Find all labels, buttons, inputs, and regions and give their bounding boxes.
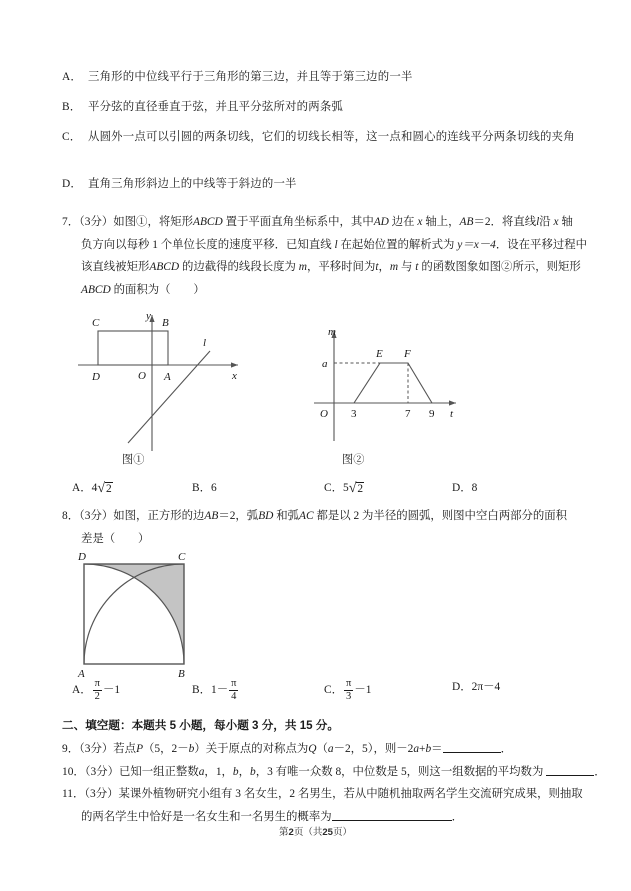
q8-l2: 差是（ ） bbox=[81, 532, 150, 545]
question-7-score: （3分） bbox=[79, 216, 114, 228]
q8-option-b-num: π bbox=[231, 678, 237, 689]
figure-8-label-D: D bbox=[78, 552, 86, 563]
q8-option-c[interactable] bbox=[324, 678, 371, 703]
q10-end: ． bbox=[594, 765, 606, 778]
q9-end: ． bbox=[500, 743, 512, 755]
option-row-d bbox=[62, 169, 570, 199]
question-8-line-2 bbox=[62, 528, 570, 551]
figure-2-label-F: F bbox=[404, 348, 411, 360]
q7-option-a[interactable] bbox=[72, 479, 113, 496]
q7-l1-abcd: ABCD bbox=[193, 216, 223, 228]
q8-option-a-label: A． bbox=[72, 683, 92, 696]
q7-l2-a: 负方向以每秒 1 个单位长度的速度平移．已知直线 bbox=[81, 238, 332, 251]
footer-page-number: 2 bbox=[288, 827, 294, 838]
option-row-a bbox=[62, 62, 570, 92]
figure-8-label-C: C bbox=[178, 552, 186, 563]
question-8-number: 8． bbox=[62, 510, 80, 522]
option-label-b: B． bbox=[62, 101, 82, 113]
q10-d: ，3 有唯一众数 8，中位数是 5，则这一组数据的平均数为 bbox=[255, 765, 544, 778]
q8-option-d-label: D． bbox=[452, 681, 472, 693]
question-7-line-1 bbox=[62, 211, 573, 234]
q7-option-d-label: D． bbox=[452, 482, 472, 494]
question-8-score: （3分） bbox=[79, 510, 114, 522]
q7-l3-m: m bbox=[298, 261, 307, 273]
q7-option-c[interactable] bbox=[324, 479, 364, 496]
q10-a: 已知一组正整数 bbox=[118, 765, 199, 778]
q8-option-d[interactable] bbox=[452, 678, 500, 694]
q7-l3-m2: m bbox=[389, 261, 399, 273]
q7-l1-a: 如图①，将矩形 bbox=[113, 216, 194, 228]
question-9-score: （3分） bbox=[79, 743, 114, 755]
figure-2-label-m: m bbox=[328, 326, 336, 338]
q7-l3-e: 与 bbox=[401, 261, 413, 273]
q7-option-d-value: 8 bbox=[471, 482, 478, 494]
page-content bbox=[62, 62, 606, 828]
figure-8-label-A: A bbox=[78, 668, 85, 680]
q7-option-a-coef: 4 bbox=[91, 482, 98, 494]
q8-option-b-den: 4 bbox=[231, 690, 237, 702]
q8-option-a-den: 2 bbox=[94, 690, 100, 702]
figure-2-caption: 图② bbox=[342, 454, 365, 466]
question-8-figure-wrap bbox=[62, 550, 570, 678]
q7-l1-c: 边在 bbox=[391, 216, 415, 228]
q8-option-c-label: C． bbox=[324, 683, 343, 696]
answer-blank-11[interactable] bbox=[332, 809, 452, 821]
q7-l1-ab: AB bbox=[459, 216, 474, 228]
option-text-c: 从圆外一点可以引圆的两条切线，它们的切线长相等，这一点和圆心的连线平分两条切线的夹角 bbox=[88, 131, 575, 143]
question-9-line-1 bbox=[62, 738, 570, 761]
q7-l3-t: t bbox=[375, 261, 379, 273]
q7-l2-b: 在起始位置的解析式为 bbox=[340, 238, 455, 251]
option-label-c: C． bbox=[62, 131, 82, 143]
q7-l1-g: 轴 bbox=[561, 216, 573, 228]
q7-option-b-value: 6 bbox=[211, 482, 217, 494]
q7-option-b[interactable] bbox=[192, 479, 217, 495]
figure-1-label-y: y bbox=[146, 310, 151, 322]
q8-option-c-num: π bbox=[346, 678, 352, 689]
q9-p: P bbox=[136, 743, 144, 755]
figure-1-label-B: B bbox=[162, 317, 169, 329]
figure-1-caption: 图① bbox=[122, 454, 145, 466]
footer-mid: 页（共 bbox=[293, 827, 323, 838]
q7-option-a-radicand: 2 bbox=[106, 483, 112, 495]
option-label-a: A． bbox=[62, 71, 83, 83]
q10-c: ， bbox=[238, 765, 251, 778]
q7-option-d[interactable] bbox=[452, 479, 477, 495]
question-10-score: （3分） bbox=[84, 765, 119, 778]
q8-option-b-lead: 1－ bbox=[211, 683, 229, 696]
q8-option-a-num: π bbox=[94, 678, 100, 689]
question-7-line-4 bbox=[62, 279, 570, 302]
question-8-line-1 bbox=[62, 505, 570, 528]
q7-l1-ad: AD bbox=[373, 216, 389, 228]
figure-1-label-A: A bbox=[164, 371, 171, 383]
answer-blank-10[interactable] bbox=[546, 764, 594, 776]
q7-l3-a: 该直线被矩形 bbox=[81, 261, 150, 273]
q7-l3-f: 的函数图象如图②所示，则矩形 bbox=[421, 261, 581, 273]
q7-option-a-label: A． bbox=[72, 482, 92, 494]
figure-1-label-C: C bbox=[92, 317, 100, 329]
option-label-d: D． bbox=[62, 178, 83, 190]
question-10-line-1 bbox=[62, 761, 606, 784]
q9-avar2: a bbox=[413, 743, 420, 755]
question-10 bbox=[62, 761, 606, 784]
q8-l1-c: 和弧 bbox=[276, 510, 300, 522]
question-7-answers bbox=[62, 479, 570, 505]
figure-2-tick-7: 7 bbox=[405, 408, 411, 420]
figure-2-tick-3: 3 bbox=[351, 408, 357, 420]
option-text-b: 平分弦的直径垂直于弦，并且平分弦所对的两条弧 bbox=[88, 101, 343, 113]
q7-l4-abcd: ABCD bbox=[81, 283, 111, 296]
q11-l2-end: ． bbox=[451, 810, 464, 823]
q8-l1-ab: AB bbox=[204, 510, 219, 522]
q9-g: ＝ bbox=[431, 743, 443, 755]
q8-l1-bd: BD bbox=[258, 510, 274, 522]
q7-l2-c: ．设在平移过程中 bbox=[495, 238, 588, 251]
sqrt-icon: √2 bbox=[97, 481, 112, 496]
figure-1-label-l: l bbox=[203, 337, 207, 349]
q7-l1-x2: x bbox=[553, 216, 559, 228]
question-11-line-1 bbox=[62, 783, 583, 806]
option-row-c bbox=[62, 122, 575, 152]
fraction bbox=[229, 678, 238, 703]
q10-bvar2: b bbox=[250, 765, 256, 778]
q7-l3-t2: t bbox=[415, 261, 419, 273]
q11-l1: 某课外植物研究小组有 3 名女生，2 名男生，若从中随机抽取两名学生交流研究成果，则抽取 bbox=[118, 788, 583, 800]
footer-prefix: 第 bbox=[279, 827, 289, 838]
q7-l3-abcd: ABCD bbox=[149, 261, 180, 273]
question-11-number: 11． bbox=[62, 788, 85, 800]
q7-l3-c: ，平移时间为 bbox=[306, 261, 376, 273]
q9-bvar2: b bbox=[425, 743, 432, 755]
question-11-score: （3分） bbox=[84, 788, 119, 800]
q7-option-c-coef: 5 bbox=[343, 482, 349, 494]
question-11 bbox=[62, 783, 583, 828]
q9-q: Q bbox=[308, 743, 317, 755]
question-7-figure-captions bbox=[62, 451, 570, 471]
q8-l1-b: ＝2，弧 bbox=[218, 510, 259, 522]
q8-option-c-den: 3 bbox=[346, 690, 352, 702]
sqrt-icon: √2 bbox=[348, 481, 364, 496]
question-7-line-2 bbox=[62, 234, 588, 257]
q7-option-c-radicand: 2 bbox=[357, 483, 364, 495]
figure-8-label-B: B bbox=[178, 668, 185, 680]
question-7 bbox=[62, 211, 588, 301]
q8-option-b[interactable] bbox=[192, 678, 239, 703]
q7-option-c-label: C． bbox=[324, 482, 343, 494]
q8-option-c-tail: －1 bbox=[354, 683, 372, 696]
q7-l1-x: x bbox=[417, 216, 423, 228]
fraction bbox=[344, 678, 353, 703]
q8-option-d-value: 2π－4 bbox=[471, 681, 501, 693]
q9-f: + bbox=[419, 743, 426, 755]
page-footer bbox=[0, 824, 631, 838]
q9-c: ）关于原点的对称点为 bbox=[194, 743, 309, 755]
fraction bbox=[93, 678, 102, 703]
q9-d: （ bbox=[316, 743, 328, 755]
q7-l1-e: ＝2．将直线 bbox=[473, 216, 537, 228]
q8-l1-d: 都是以 2 为半径的圆弧，则图中空白两部分的面积 bbox=[316, 510, 568, 522]
q7-l3-d: ， bbox=[378, 261, 390, 273]
option-text-a: 三角形的中位线平行于三角形的第三边，并且等于第三边的一半 bbox=[88, 71, 413, 83]
q9-e: －2，5），则－2 bbox=[333, 743, 414, 755]
q7-l2-eq: y＝x－4 bbox=[457, 238, 496, 251]
question-6-options bbox=[62, 62, 575, 199]
q8-option-a-tail: －1 bbox=[102, 683, 121, 696]
q7-l3-b: 的边截得的线段长度为 bbox=[181, 261, 296, 273]
q7-l1-l: l bbox=[536, 216, 540, 228]
question-9 bbox=[62, 738, 570, 761]
q8-option-a[interactable] bbox=[72, 678, 120, 703]
section-2-heading: 二、填空题：本题共 5 小题，每小题 3 分，共 15 分。 bbox=[62, 719, 339, 732]
q10-bvar: b bbox=[232, 765, 239, 778]
footer-total-pages: 25 bbox=[322, 827, 333, 838]
q10-b: ，1， bbox=[204, 765, 233, 778]
q9-bvar: b bbox=[188, 743, 195, 755]
q7-l2-l: l bbox=[334, 238, 338, 251]
q8-l1-ac: AC bbox=[299, 510, 314, 522]
option-row-b bbox=[62, 92, 570, 122]
q10-avar: a bbox=[198, 765, 205, 778]
figure-2-label-E: E bbox=[376, 348, 383, 360]
question-8 bbox=[62, 505, 570, 550]
figure-1-rect-on-axes bbox=[70, 303, 260, 453]
q9-b: （5，2－ bbox=[143, 743, 189, 755]
figure-1-label-D: D bbox=[92, 371, 100, 383]
figure-2-label-t: t bbox=[450, 408, 454, 420]
option-text-d: 直角三角形斜边上的中线等于斜边的一半 bbox=[88, 178, 297, 190]
q9-avar: a bbox=[327, 743, 334, 755]
figure-square-with-arcs bbox=[70, 552, 280, 680]
figure-2-label-a: a bbox=[322, 358, 328, 370]
q9-a: 若点 bbox=[113, 743, 137, 755]
q11-l2-a: 的两名学生中恰好是一名女生和一名男生的概率为 bbox=[81, 810, 332, 823]
question-9-number: 9． bbox=[62, 743, 80, 755]
q7-l1-f: 沿 bbox=[539, 216, 551, 228]
q8-option-b-label: B． bbox=[192, 683, 211, 696]
question-7-line-3 bbox=[62, 256, 581, 279]
question-7-number: 7． bbox=[62, 216, 80, 228]
figure-2-label-O: O bbox=[320, 408, 328, 420]
q7-l4-a: 的面积为（ ） bbox=[113, 283, 205, 296]
answer-blank-9[interactable] bbox=[443, 741, 501, 753]
question-10-number: 10． bbox=[62, 765, 85, 778]
q8-l1-a: 如图，正方形的边 bbox=[113, 510, 205, 522]
footer-suffix: 页） bbox=[332, 827, 352, 838]
figure-1-label-x: x bbox=[232, 370, 237, 382]
q7-option-b-label: B． bbox=[192, 482, 211, 494]
figure-2-piecewise-graph bbox=[304, 319, 504, 449]
question-7-figures bbox=[62, 301, 570, 451]
question-8-answers bbox=[62, 678, 570, 708]
q7-l1-b: 置于平面直角坐标系中，其中 bbox=[225, 216, 374, 228]
q7-l1-d: 轴上， bbox=[425, 216, 460, 228]
figure-2-tick-9: 9 bbox=[429, 408, 435, 420]
figure-1-label-O: O bbox=[138, 370, 146, 382]
